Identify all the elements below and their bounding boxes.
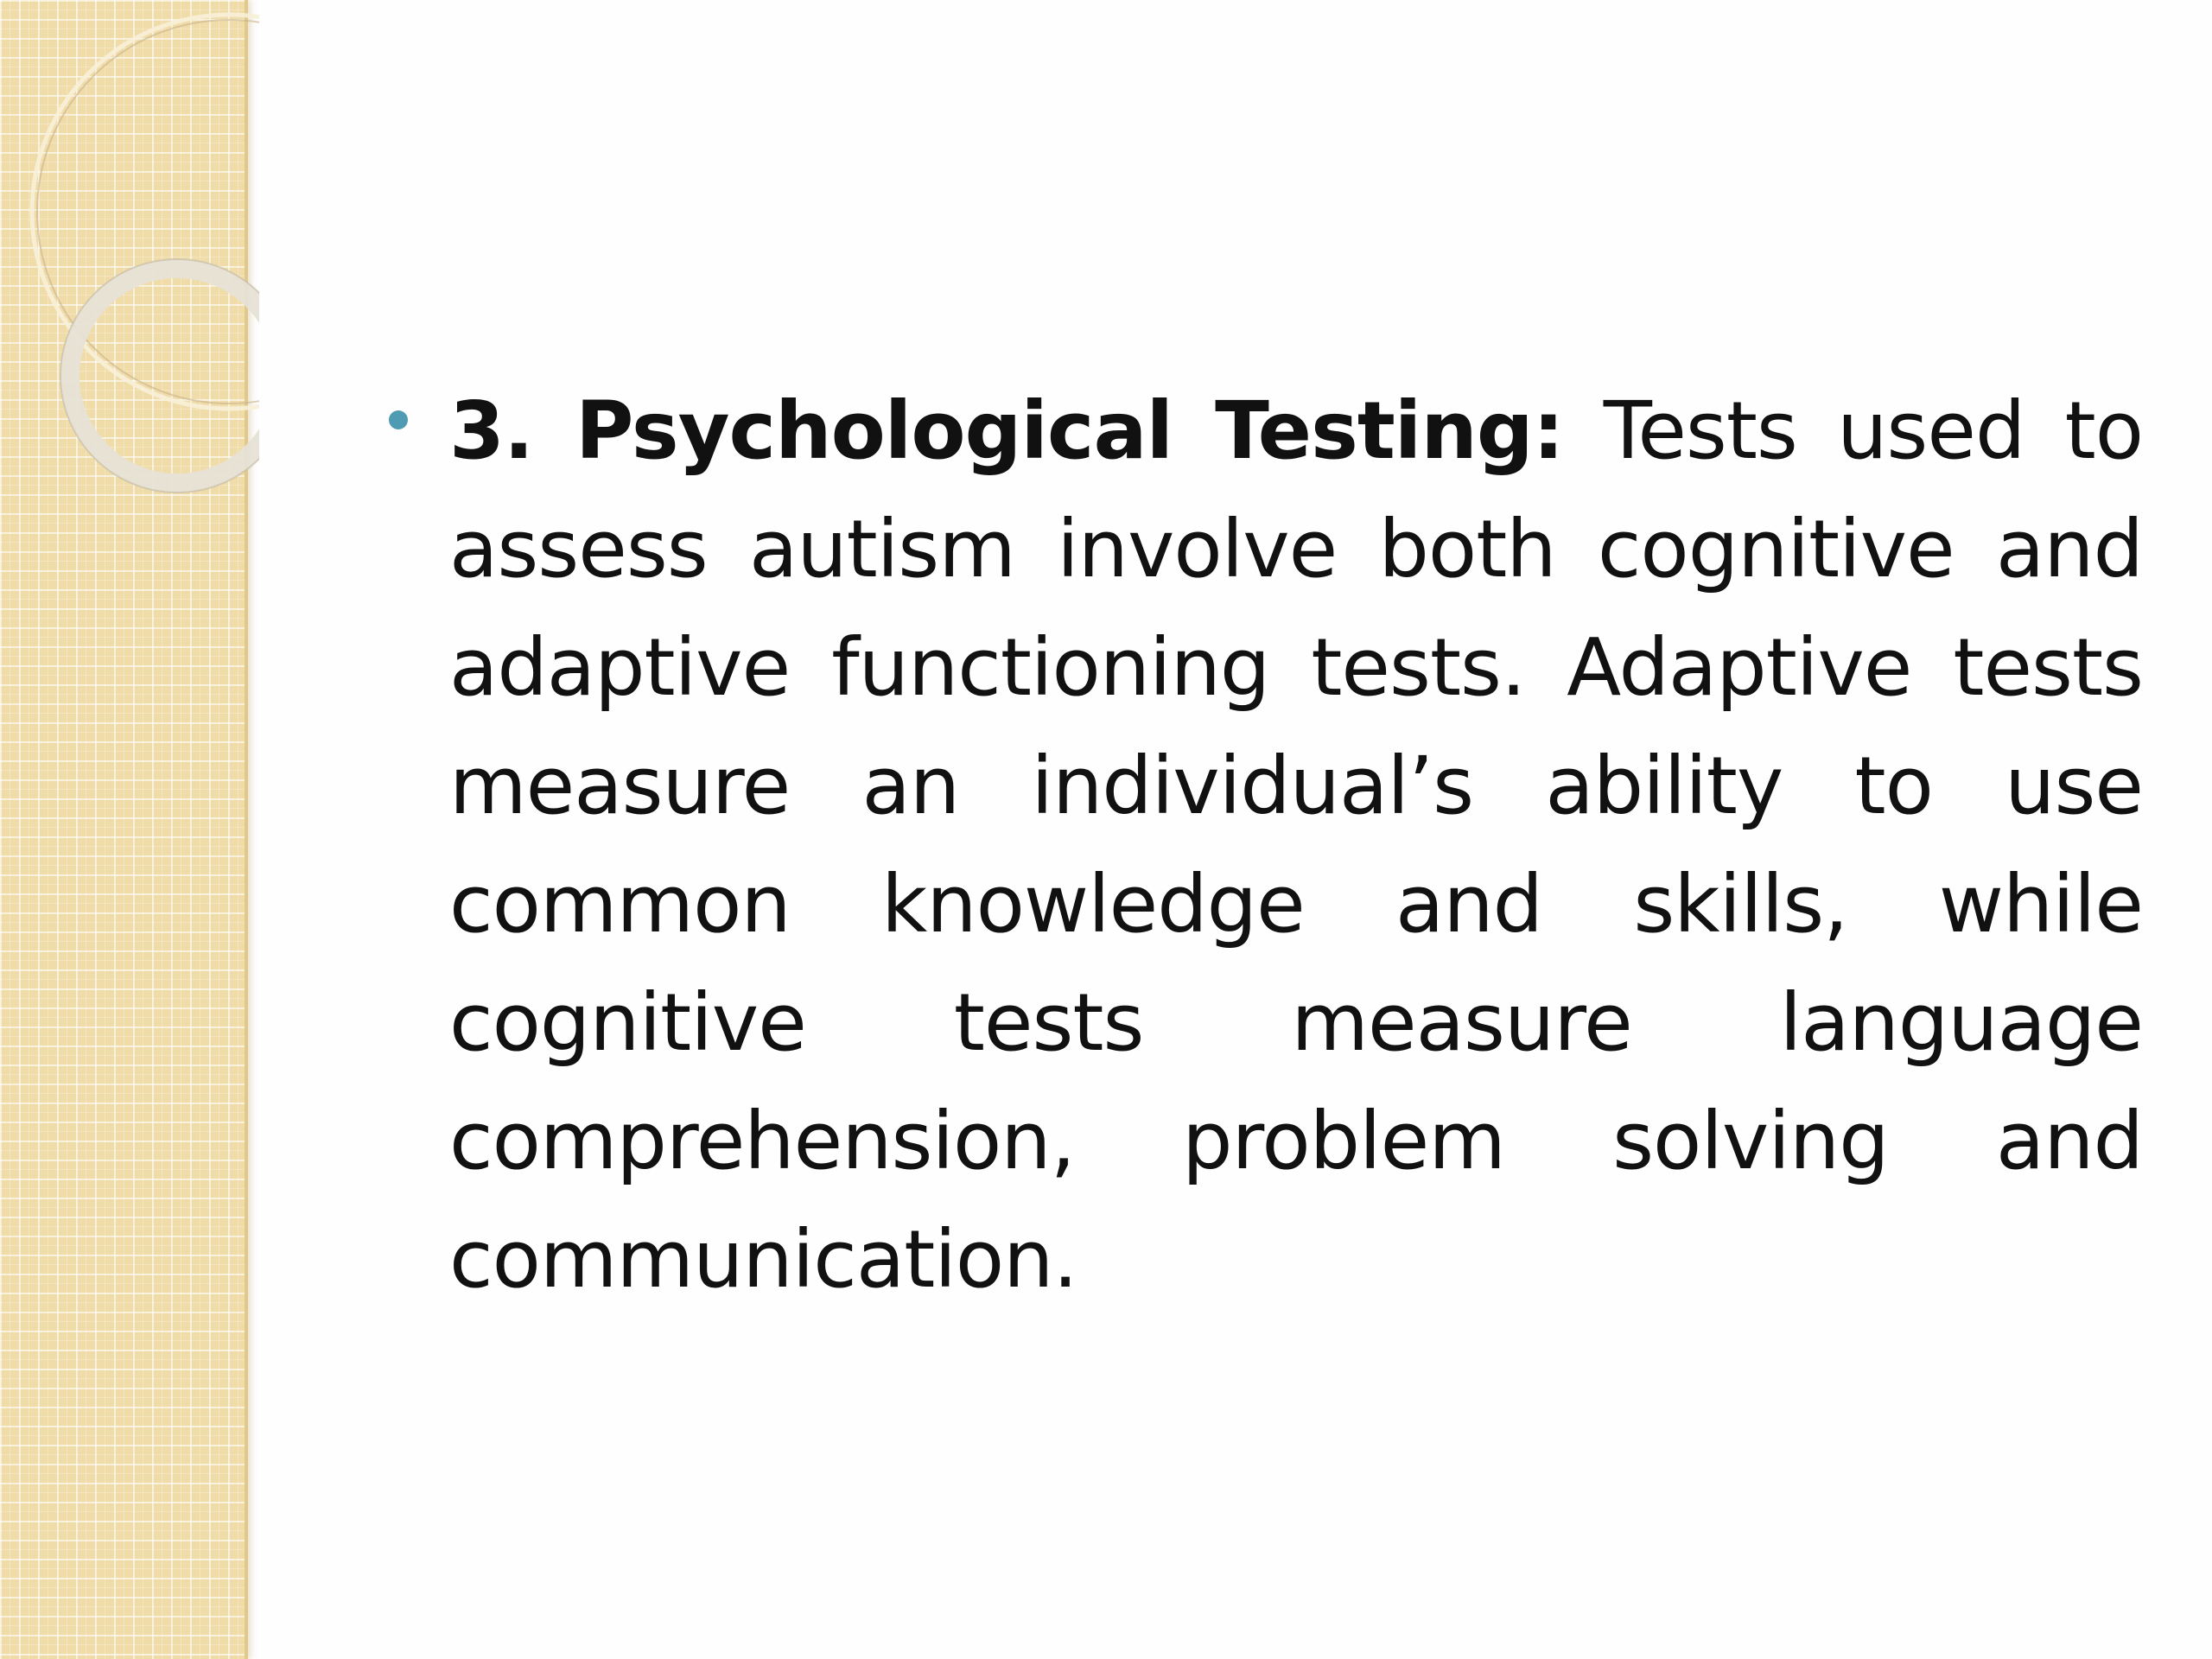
bullet-dot-icon xyxy=(389,410,408,429)
bullet-heading: 3. Psychological Testing: xyxy=(449,385,1564,477)
bullet-item xyxy=(389,372,2143,1319)
slide-content xyxy=(389,372,2143,1319)
bullet-body: Tests used to assess autism involve both cognitive and adaptive functioning tests. Adaptive tests measure an individual’s ability to use common knowledge and skills, while cognitive tests measure language comprehension, problem solving and communication. xyxy=(449,385,2143,1306)
small-ring-edge xyxy=(60,259,259,493)
bullet-text xyxy=(449,372,2143,1319)
small-ring xyxy=(70,269,259,483)
decorative-rings xyxy=(0,0,259,553)
